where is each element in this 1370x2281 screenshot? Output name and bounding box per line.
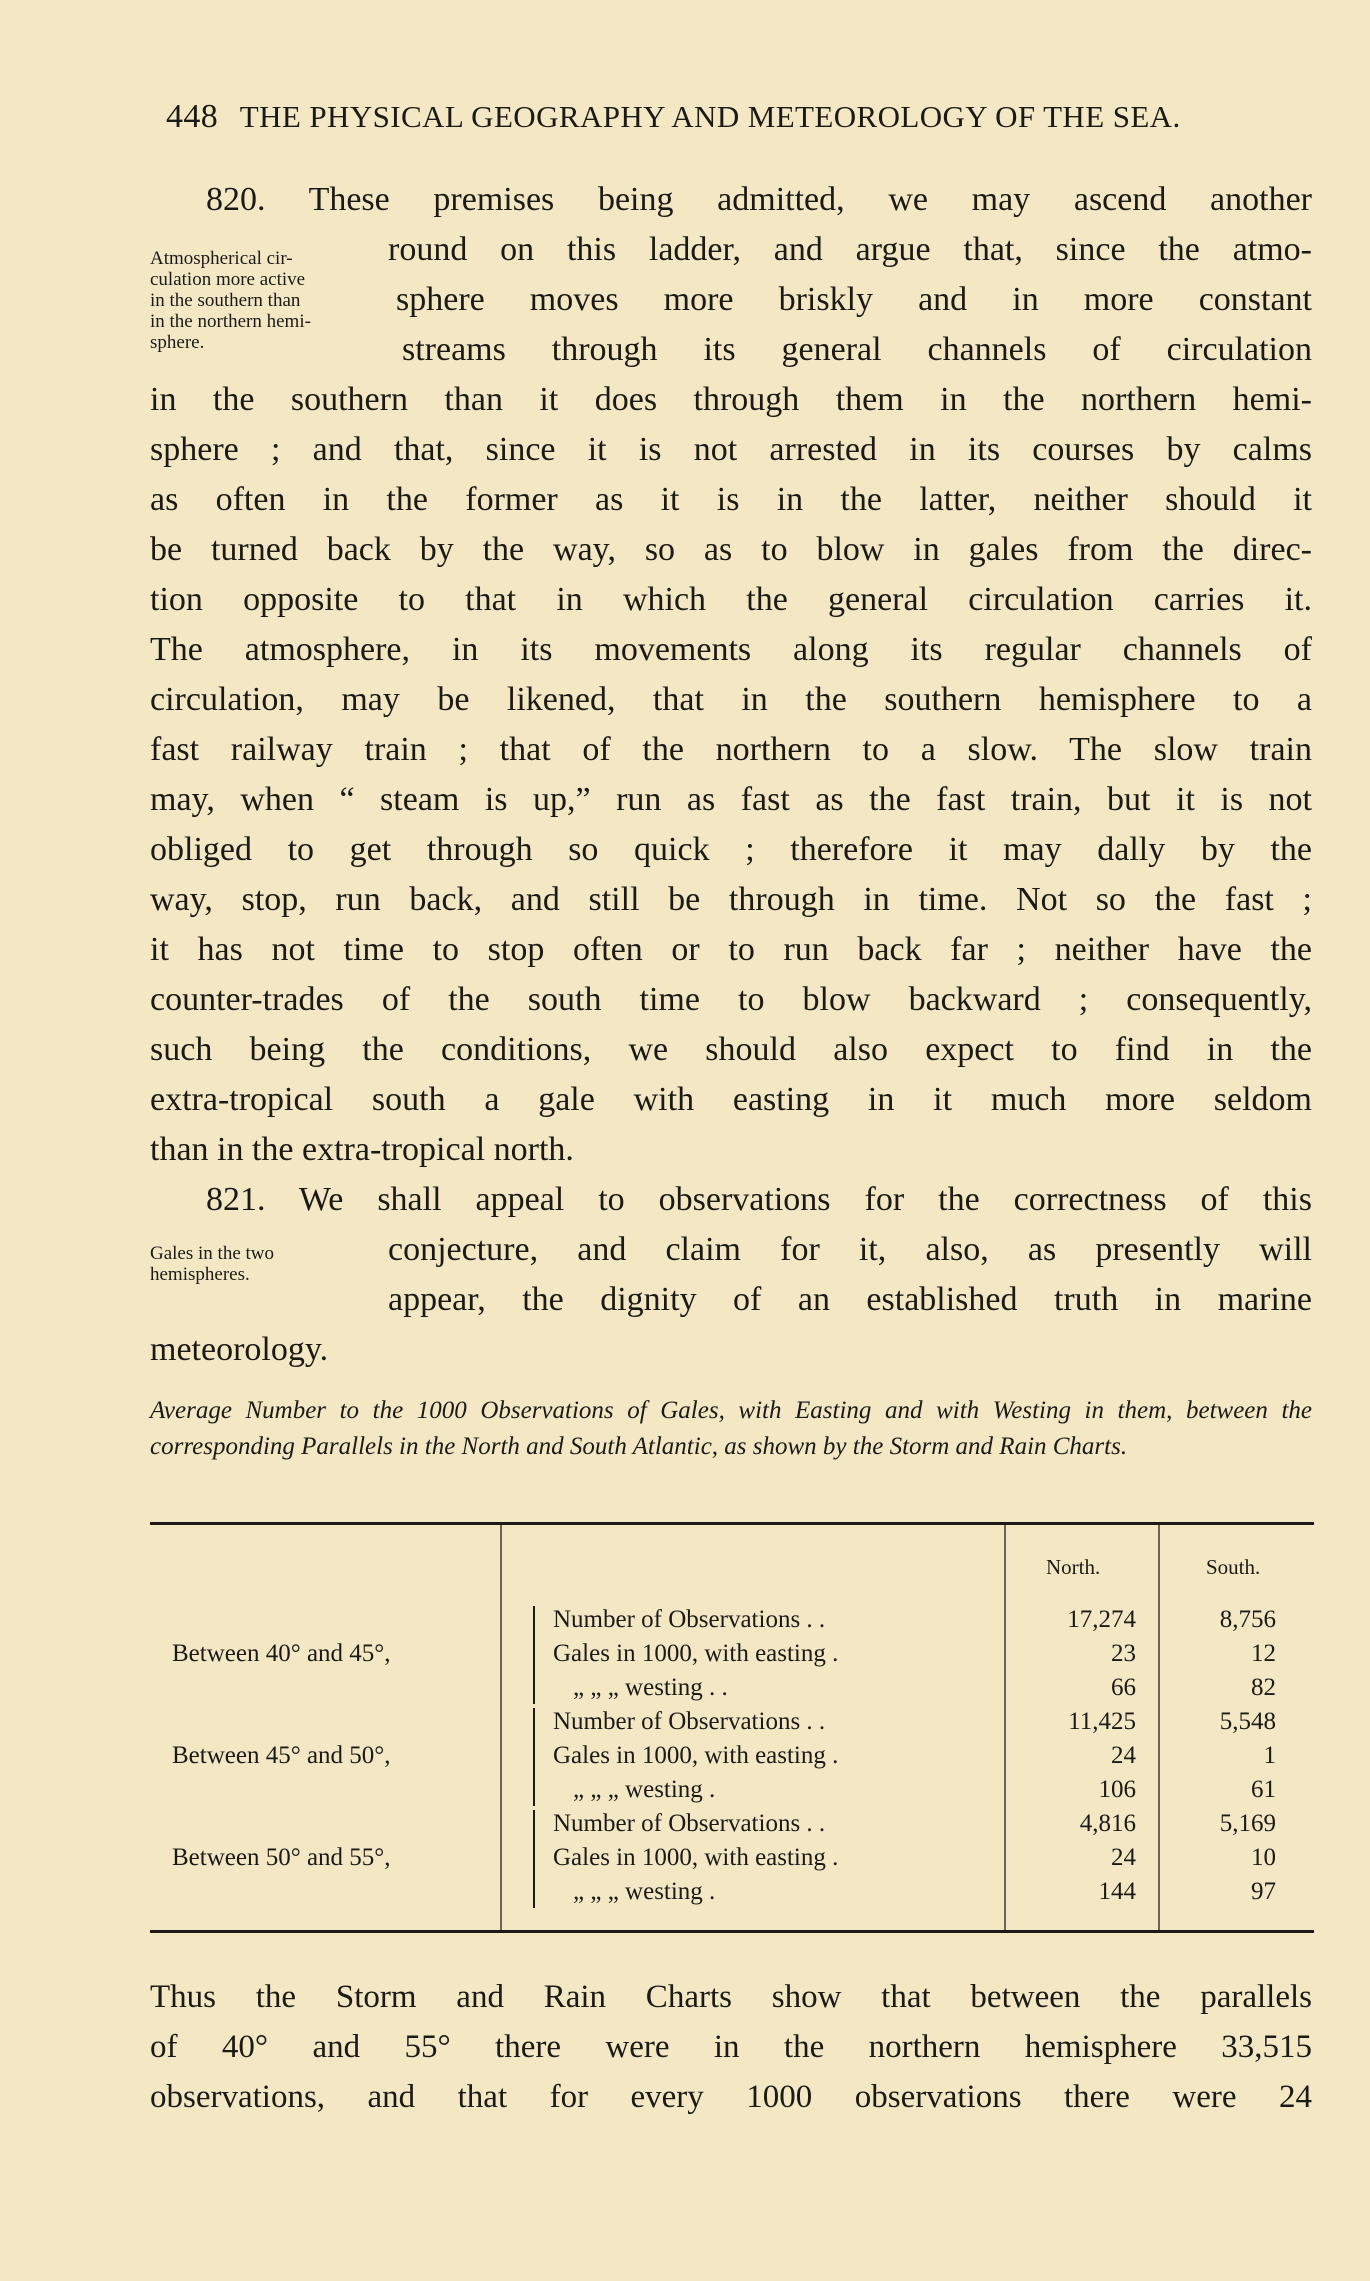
south-value: 8,756 xyxy=(1219,1606,1276,1633)
row-description: „ „ „ westing . xyxy=(573,1878,716,1905)
row-description: Number of Observations . . xyxy=(553,1810,826,1837)
north-value: 106 xyxy=(1098,1776,1136,1803)
p820-line: in the southern than it does through them in the northern hemi- xyxy=(150,381,1312,418)
running-title: THE PHYSICAL GEOGRAPHY AND METEOROLOGY OF THE SEA. xyxy=(239,99,1181,134)
south-value: 5,548 xyxy=(1219,1708,1276,1735)
south-value: 97 xyxy=(1251,1878,1276,1905)
p821-line: appear, the dignity of an established truth in marine xyxy=(388,1281,1312,1318)
sidenote-line: sphere. xyxy=(150,332,205,353)
p820-line: tion opposite to that in which the general circulation carries it. xyxy=(150,581,1312,618)
south-value: 82 xyxy=(1251,1674,1276,1701)
sidenote-line: hemispheres. xyxy=(150,1264,250,1285)
brace xyxy=(533,1606,549,1704)
p820-line: extra-tropical south a gale with easting in it much more seldom xyxy=(150,1081,1312,1118)
p820-line: sphere ; and that, since it is not arrested in its courses by calms xyxy=(150,431,1312,468)
closing-line: Thus the Storm and Rain Charts show that between the parallels xyxy=(150,1979,1312,2015)
p820-line: it has not time to stop often or to run back far ; neither have the xyxy=(150,931,1312,968)
north-value: 17,274 xyxy=(1067,1606,1136,1633)
row-description: „ „ „ westing . xyxy=(573,1776,716,1803)
p820-line: streams through its general channels of circulation xyxy=(402,331,1312,368)
sidenote-line: Atmospherical cir- xyxy=(150,248,293,269)
row-description: Number of Observations . . xyxy=(553,1708,826,1735)
table-caption: Average Number to the 1000 Observations of Gales, with Easting and with Westing in them, between the corresponding Parallels in the North and South Atlantic, as shown by the Storm and Rain Charts. xyxy=(150,1397,1312,1460)
row-description: Gales in 1000, with easting . xyxy=(553,1844,839,1871)
north-value: 11,425 xyxy=(1068,1708,1136,1735)
column-header-south: South. xyxy=(1206,1555,1261,1579)
row-description: Gales in 1000, with easting . xyxy=(553,1742,839,1769)
p820-line: than in the extra-tropical north. xyxy=(150,1131,574,1168)
p820-line: 820. These premises being admitted, we may ascend another xyxy=(206,181,1312,218)
group-label: Between 50° and 55°, xyxy=(172,1844,391,1871)
sidenote-atmospherical-circulation xyxy=(150,248,311,353)
p820-line: be turned back by the way, so as to blow in gales from the direc- xyxy=(150,531,1312,568)
column-header-north: North. xyxy=(1046,1555,1101,1579)
south-value: 5,169 xyxy=(1219,1810,1276,1837)
running-header xyxy=(166,98,1296,136)
p820-line: counter-trades of the south time to blow backward ; consequently, xyxy=(150,981,1312,1018)
p820-line: way, stop, run back, and still be through in time. Not so the fast ; xyxy=(150,881,1312,918)
north-value: 66 xyxy=(1111,1674,1136,1701)
north-value: 144 xyxy=(1098,1878,1136,1905)
p821-line: conjecture, and claim for it, also, as presently will xyxy=(388,1231,1312,1268)
table-column-divider xyxy=(1004,1525,1006,1930)
p820-line: fast railway train ; that of the northern to a slow. The slow train xyxy=(150,731,1312,768)
p820-line: as often in the former as it is in the latter, neither should it xyxy=(150,481,1312,518)
p820-line: may, when “ steam is up,” run as fast as the fast train, but it is not xyxy=(150,781,1312,818)
south-value: 1 xyxy=(1263,1742,1276,1769)
group-label: Between 40° and 45°, xyxy=(172,1640,391,1667)
closing-line: of 40° and 55° there were in the northern hemisphere 33,515 xyxy=(150,2029,1312,2065)
north-value: 24 xyxy=(1111,1742,1136,1769)
sidenote-line: in the southern than xyxy=(150,290,301,311)
north-value: 4,816 xyxy=(1079,1810,1136,1837)
brace xyxy=(533,1810,549,1908)
table-bottom-rule xyxy=(150,1930,1314,1933)
sidenote-line: Gales in the two xyxy=(150,1243,275,1264)
sidenote-gales xyxy=(150,1243,274,1285)
p821-line: 821. We shall appeal to observations for the correctness of this xyxy=(206,1181,1312,1218)
p820-line: The atmosphere, in its movements along its regular channels of xyxy=(150,631,1312,668)
p821-line: meteorology. xyxy=(150,1331,329,1368)
south-value: 12 xyxy=(1251,1640,1276,1667)
row-description: Number of Observations . . xyxy=(553,1606,826,1633)
group-label: Between 45° and 50°, xyxy=(172,1742,391,1769)
p820-line: obliged to get through so quick ; therefore it may dally by the xyxy=(150,831,1312,868)
north-value: 23 xyxy=(1111,1640,1136,1667)
south-value: 10 xyxy=(1251,1844,1276,1871)
table-top-rule xyxy=(150,1522,1314,1525)
table-column-divider xyxy=(1158,1525,1160,1930)
row-description: „ „ „ westing . . xyxy=(573,1674,728,1701)
p820-line: such being the conditions, we should also expect to find in the xyxy=(150,1031,1312,1068)
brace xyxy=(533,1708,549,1806)
closing-line: observations, and that for every 1000 observations there were 24 xyxy=(150,2079,1312,2115)
sidenote-line: in the northern hemi- xyxy=(150,311,311,332)
page-number: 448 xyxy=(166,98,219,135)
row-description: Gales in 1000, with easting . xyxy=(553,1640,839,1667)
p820-line: circulation, may be likened, that in the southern hemisphere to a xyxy=(150,681,1312,718)
p820-line: sphere moves more briskly and in more constant xyxy=(396,281,1312,318)
p820-line: round on this ladder, and argue that, since the atmo- xyxy=(388,231,1312,268)
table-column-divider xyxy=(500,1525,502,1930)
north-value: 24 xyxy=(1111,1844,1136,1871)
sidenote-line: culation more active xyxy=(150,269,306,290)
south-value: 61 xyxy=(1251,1776,1276,1803)
